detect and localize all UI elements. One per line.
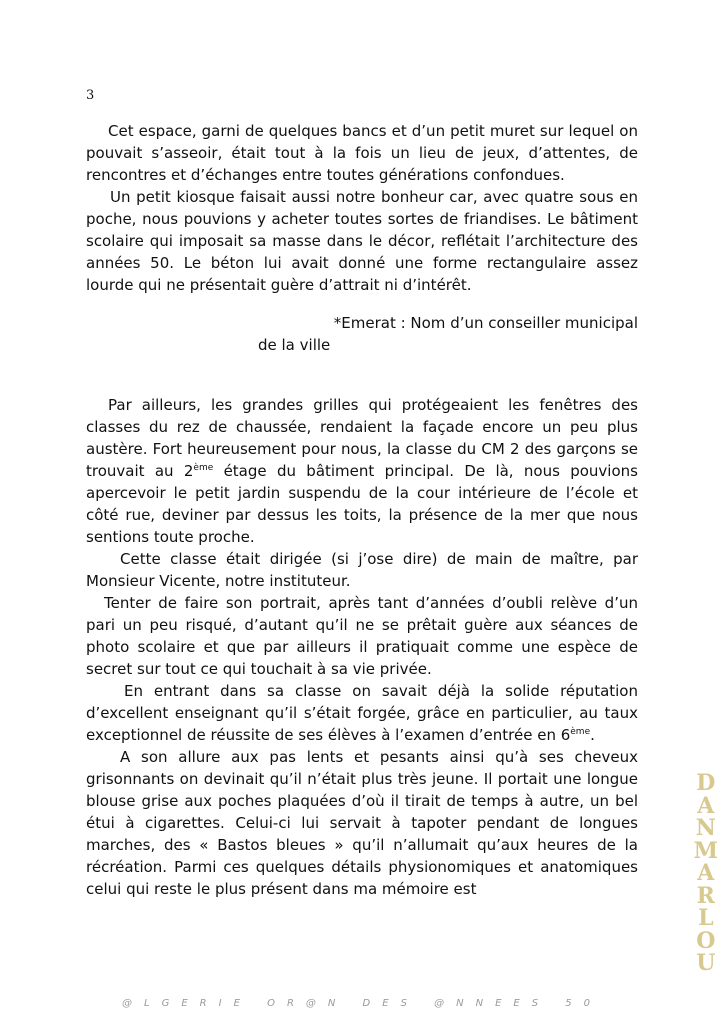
paragraph-6-part-b: . [590, 726, 595, 744]
footnote-line-1: *Emerat : Nom d’un conseiller municipal [333, 314, 638, 332]
superscript-eme: ème [193, 463, 214, 473]
watermark-letter: M [693, 837, 718, 864]
watermark-letter: L [698, 905, 714, 931]
watermark-letter: O [696, 927, 716, 954]
paragraph-3 [86, 394, 638, 548]
page-number: 3 [86, 88, 95, 103]
watermark-letter: A [697, 792, 715, 819]
superscript-eme: ème [570, 727, 591, 737]
watermark-letter: N [695, 815, 716, 841]
side-watermark [694, 772, 718, 975]
paragraph-5: Tenter de faire son portrait, après tant d’années d’oubli relève d’un pari un peu risqué, d’autant qu’il ne se prêtait guère aux séances de photo scolaire et que par ailleurs il pratiquait comme une espèce de secret sur tout ce qui touchait à sa vie privée. [86, 594, 638, 678]
paragraph-3-part-b: étage du bâtiment principal. De là, nous pouvions apercevoir le petit jardin suspendu de la cour intérieure de l’école et côté rue, deviner par dessus les toits, la présence de la mer que nous sentions toute proche. [86, 462, 638, 546]
body-text [86, 120, 638, 900]
watermark-letter: U [696, 950, 716, 976]
paragraph-3-part-a: Par ailleurs, les grandes grilles qui protégeaient les fenêtres des classes du rez de chaussée, rendaient la façade encore un peu plus austère. Fort heureusement pour nous, la classe du CM 2 des garçons se trouvait au 2 [86, 396, 638, 480]
paragraph-6 [86, 680, 638, 746]
watermark-letter: D [696, 770, 716, 796]
footnote [86, 312, 638, 356]
paragraph-1: Cet espace, garni de quelques bancs et d’un petit muret sur lequel on pouvait s’asseoir, était tout à la fois un lieu de jeux, d’attentes, de rencontres et d’échanges entre toutes générations confondues. [86, 122, 638, 184]
watermark-letter: A [697, 860, 715, 886]
footnote-line-2: de la ville [258, 336, 331, 354]
paragraph-7: A son allure aux pas lents et pesants ainsi qu’à ses cheveux grisonnants on devinait qu’il n’était plus très jeune. Il portait une longue blouse grise aux poches plaquées d’où il tirait de temps à autre, un bel étui à cigarettes. Celui-ci lui servait à tapoter pendant de longues marches, des « Bastos bleues » qu’il n’allumait qu’aux heures de la récréation. Parmi ces quelques détails physionomiques et anatomiques celui qui reste le plus présent dans ma mémoire est [86, 748, 638, 898]
paragraph-4: Cette classe était dirigée (si j’ose dire) de main de maître, par Monsieur Vicente, notre instituteur. [86, 550, 638, 590]
paragraph-2: Un petit kiosque faisait aussi notre bonheur car, avec quatre sous en poche, nous pouvions y acheter toutes sortes de friandises. Le bâtiment scolaire qui imposait sa masse dans le décor, reflétait l’architecture des années 50. Le béton lui avait donné une forme rectangulaire assez lourde qui ne présentait guère d’attrait ni d’intérêt. [86, 188, 638, 294]
paragraph-6-part-a: En entrant dans sa classe on savait déjà la solide réputation d’excellent enseignant qu’il s’était forgée, grâce en particulier, au taux exceptionnel de réussite de ses élèves à l’examen d’entrée en 6 [86, 682, 638, 744]
watermark-letter: R [696, 882, 715, 909]
page-footer: @LGERIE OR@N DES @NNEES 50 [122, 998, 602, 1009]
